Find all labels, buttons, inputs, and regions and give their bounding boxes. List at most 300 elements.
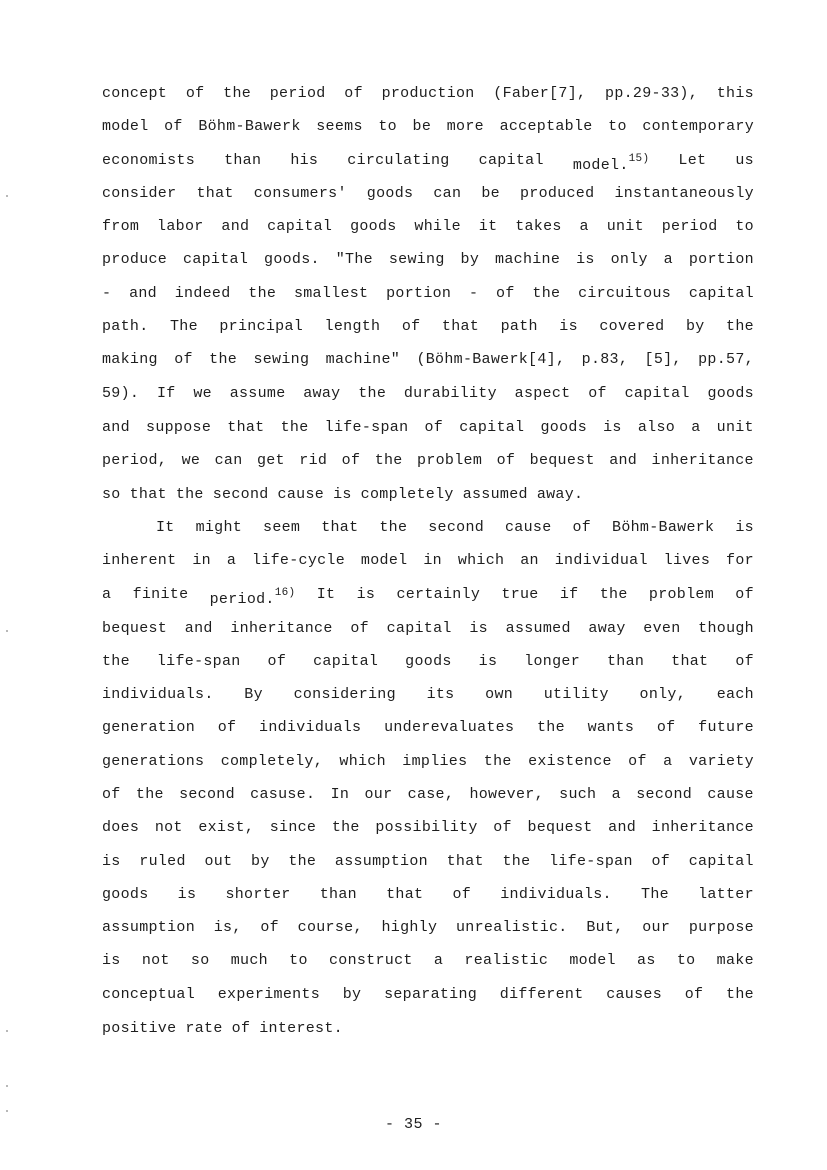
word: problem (648, 586, 715, 603)
word: second (636, 786, 693, 803)
word: suppose (146, 419, 212, 436)
word: portion (386, 285, 452, 302)
footnote-marker-15: 15) (628, 153, 650, 165)
word: us (735, 152, 754, 169)
word: individual (554, 552, 648, 569)
word: away (303, 385, 341, 402)
word: produced (519, 185, 595, 202)
word: labor (157, 218, 204, 235)
word: than (319, 886, 357, 903)
word: [5], (644, 351, 682, 368)
text-line-10 (102, 384, 754, 404)
word: model.$^{15)}$ (572, 153, 650, 174)
text-line-17 (102, 619, 754, 639)
word: acceptable (499, 118, 593, 135)
word: so (102, 486, 121, 503)
word: interest. (259, 1020, 343, 1037)
word: exist, (198, 819, 255, 836)
word: to (676, 952, 696, 969)
word: our (642, 919, 671, 936)
text-line-15 (102, 551, 754, 571)
text-line-24 (102, 852, 754, 872)
word: the (280, 419, 309, 436)
word: which (457, 552, 505, 569)
word: of (684, 986, 704, 1003)
word: circuitous (578, 285, 672, 302)
text-line-21 (102, 752, 754, 772)
word: such (559, 786, 597, 803)
word: takes (515, 218, 562, 235)
word: inherent (102, 552, 177, 569)
word: assumed (505, 620, 571, 637)
text-line-19 (102, 685, 754, 705)
word: case, (407, 786, 455, 803)
word: that (227, 419, 265, 436)
word: problem (417, 452, 483, 469)
word: capital (386, 620, 452, 637)
word: separating (384, 986, 478, 1003)
word: causes (606, 986, 663, 1003)
text-line-29 (102, 1019, 754, 1039)
word: own (485, 686, 514, 703)
word: while (414, 218, 461, 235)
word: is (177, 886, 197, 903)
footnote-marker-16: 16) (274, 587, 296, 599)
word: of (572, 519, 592, 536)
word: a (226, 552, 237, 569)
word: the (288, 853, 317, 870)
word: shorter (225, 886, 291, 903)
word: much (230, 952, 268, 969)
word: an (520, 552, 539, 569)
text-line-11 (102, 418, 754, 438)
word: bequest (527, 819, 593, 836)
word: that (386, 886, 424, 903)
word: goods (540, 419, 587, 436)
scan-speck (6, 1085, 8, 1087)
word: machine (495, 251, 561, 268)
word: its (426, 686, 455, 703)
word: rate (185, 1020, 223, 1037)
word: unit (606, 218, 644, 235)
word: life-span (156, 653, 241, 670)
word: assume (229, 385, 286, 402)
word: the (726, 986, 754, 1003)
word: our (364, 786, 393, 803)
word: highly (381, 919, 438, 936)
word: a (691, 419, 701, 436)
word: that (321, 519, 359, 536)
word: finite (132, 586, 189, 603)
text-line-28 (102, 985, 754, 1005)
word: cause (277, 486, 325, 503)
word: of (424, 419, 444, 436)
word: the (248, 285, 277, 302)
word: of (496, 452, 516, 469)
word: the (726, 318, 754, 335)
word: if (559, 586, 579, 603)
word: consumers' (253, 185, 347, 202)
word: of (493, 819, 512, 836)
word: a (663, 753, 673, 770)
word: unrealistic. (455, 919, 568, 936)
word: the (537, 719, 565, 736)
text-line-2 (102, 117, 754, 137)
word: individuals. (500, 886, 612, 903)
word: to (289, 952, 308, 969)
word: is (603, 419, 622, 436)
text-line-8 (102, 317, 754, 337)
text-line-23 (102, 818, 754, 838)
word: pp.29-33), (605, 85, 699, 102)
word: produce (102, 251, 168, 268)
word: not (141, 952, 170, 969)
word: is (102, 853, 121, 870)
word: this (716, 85, 754, 102)
word: that (441, 318, 480, 335)
word: inheritance (651, 452, 754, 469)
word: only (610, 251, 648, 268)
word: can (214, 452, 243, 469)
word: smallest (293, 285, 369, 302)
text-line-4 (102, 184, 754, 204)
word: goods (405, 653, 452, 670)
word: experiments (217, 986, 321, 1003)
word: a (611, 786, 621, 803)
word: different (499, 986, 584, 1003)
word: length (324, 318, 381, 335)
word: seems (316, 118, 363, 135)
word: goods (102, 886, 149, 903)
word: and (184, 620, 213, 637)
word: the (209, 351, 238, 368)
word: goods. (264, 251, 320, 268)
word: 59). (102, 385, 140, 402)
word: ruled (139, 853, 186, 870)
word: of (341, 452, 361, 469)
word: life-span (549, 853, 633, 870)
word: the (175, 486, 204, 503)
page-number: - 35 - (384, 1116, 442, 1133)
word: away (588, 620, 626, 637)
word: in (423, 552, 442, 569)
word: be (412, 118, 432, 135)
word: capital (183, 251, 249, 268)
word: life-cycle (252, 552, 346, 569)
word: covered (599, 318, 665, 335)
word: by (460, 251, 480, 268)
word: does (102, 819, 140, 836)
word: bequest (529, 452, 595, 469)
word: generation (102, 719, 196, 736)
word: consider (102, 185, 177, 202)
word: a (579, 218, 589, 235)
scan-speck (6, 195, 8, 197)
word: is (469, 620, 488, 637)
word: production (381, 85, 475, 102)
word: inheritance (230, 620, 333, 637)
word: true (501, 586, 539, 603)
text-line-25 (102, 885, 754, 905)
word: Böhm-Bawerk (198, 118, 301, 135)
word: be (481, 185, 500, 202)
word: to (735, 218, 754, 235)
word: circulating (347, 152, 450, 169)
word: so (190, 952, 210, 969)
word: principal (219, 318, 304, 335)
word: we (181, 452, 201, 469)
word: capital (459, 419, 525, 436)
word: of (260, 919, 279, 936)
word: of (164, 118, 183, 135)
word: goods (366, 185, 414, 202)
word: goods (350, 218, 397, 235)
word: - (468, 285, 479, 302)
word: of (217, 719, 237, 736)
word: of (588, 385, 607, 402)
word: of (452, 886, 472, 903)
word: unit (716, 419, 754, 436)
scan-speck (6, 630, 8, 632)
text-line-26 (102, 918, 754, 938)
word: future (698, 719, 754, 736)
word: bequest (102, 620, 168, 637)
word: to (378, 118, 397, 135)
word: to (608, 118, 627, 135)
word: might (195, 519, 243, 536)
word: the (331, 819, 360, 836)
word: path. (102, 318, 149, 335)
word: is (356, 586, 376, 603)
word: second (212, 486, 269, 503)
word: model (569, 952, 616, 969)
word: since (269, 819, 317, 836)
word: In (330, 786, 350, 803)
word: more (446, 118, 484, 135)
word: of (628, 753, 647, 770)
scan-speck (6, 1030, 8, 1032)
word: can (433, 185, 462, 202)
word: the (483, 753, 512, 770)
word: the (102, 653, 130, 670)
word: of (102, 786, 121, 803)
word: get (256, 452, 285, 469)
word: even (643, 620, 681, 637)
word: make (716, 952, 754, 969)
word: is (559, 318, 578, 335)
word: capital (478, 152, 544, 169)
word: a (102, 586, 112, 603)
word: utility (543, 686, 609, 703)
word: the (532, 285, 561, 302)
word: assumption (334, 853, 428, 870)
word: by (685, 318, 705, 335)
word: assumption (102, 919, 196, 936)
word: is (478, 653, 498, 670)
word: away. (536, 486, 584, 503)
word: it (478, 218, 498, 235)
word: the (223, 85, 252, 102)
word: and (221, 218, 250, 235)
word: is, (213, 919, 242, 936)
word: instantaneously (614, 185, 754, 202)
word: variety (688, 753, 754, 770)
word: from (102, 218, 140, 235)
text-line-5 (102, 217, 754, 237)
word: positive (102, 1020, 177, 1037)
word: machine" (325, 351, 401, 368)
word: and (129, 285, 157, 302)
word: individuals (259, 719, 362, 736)
word: of (651, 853, 671, 870)
word: existence (528, 753, 612, 770)
word: conceptual (102, 986, 196, 1003)
word: of (496, 285, 515, 302)
word: of (401, 318, 421, 335)
word: considering (293, 686, 396, 703)
word: of (735, 653, 754, 670)
text-line-13 (102, 485, 754, 505)
word: course, (297, 919, 363, 936)
word: is (333, 486, 352, 503)
text-line-1 (102, 84, 754, 104)
word: capital (688, 853, 754, 870)
word: than (606, 653, 645, 670)
word: It (316, 586, 336, 603)
word: seem (263, 519, 301, 536)
word: durability (403, 385, 497, 402)
word: period (269, 85, 326, 102)
word: sewing (388, 251, 445, 268)
word: that (446, 853, 484, 870)
word: individuals. (102, 686, 214, 703)
word: a (663, 251, 673, 268)
word: second (428, 519, 485, 536)
word: by (251, 853, 270, 870)
text-line-22 (102, 785, 754, 805)
word: than (224, 152, 262, 169)
word: only, (639, 686, 687, 703)
text-line-14 (156, 518, 754, 538)
word: his (290, 152, 319, 169)
word: is (102, 952, 121, 969)
word: capital (267, 218, 333, 235)
word: concept (102, 85, 168, 102)
word: rid (299, 452, 328, 469)
word: By (244, 686, 263, 703)
word: a (433, 952, 444, 969)
word: completely, (220, 753, 324, 770)
word: It (156, 519, 175, 536)
text-line-18 (102, 652, 754, 672)
word: model (360, 552, 408, 569)
word: out (204, 853, 233, 870)
word: construct (328, 952, 413, 969)
word: sewing (253, 351, 310, 368)
text-line-9 (102, 350, 754, 370)
word: (Böhm-Bawerk[4], (416, 351, 566, 368)
word: period (661, 218, 718, 235)
text-line-20 (102, 718, 754, 738)
word: - (102, 285, 112, 302)
word: model (102, 118, 149, 135)
word: capital (313, 653, 379, 670)
word: by (342, 986, 362, 1003)
word: contemporary (642, 118, 754, 135)
word: of (735, 586, 754, 603)
text-line-27 (102, 951, 754, 971)
word: the (379, 519, 408, 536)
word: of (231, 1020, 251, 1037)
word: realistic (464, 952, 549, 969)
word: for (726, 552, 754, 569)
word: capital (624, 385, 690, 402)
word: (Faber[7], (493, 85, 587, 102)
word: however, (469, 786, 544, 803)
word: goods (707, 385, 754, 402)
word: period, (102, 452, 168, 469)
word: If (156, 385, 176, 402)
word: the (374, 452, 403, 469)
word: also (637, 419, 676, 436)
text-line-7 (102, 284, 754, 304)
word: the (502, 853, 531, 870)
word: Böhm-Bawerk (612, 519, 715, 536)
word: longer (524, 653, 581, 670)
word: pp.57, (698, 351, 754, 368)
word: and (102, 419, 130, 436)
word: Let (678, 152, 707, 169)
word: of (267, 653, 287, 670)
word: in (192, 552, 211, 569)
word: wants (587, 719, 635, 736)
word: The (641, 886, 669, 903)
text-line-6 (102, 250, 754, 270)
word: making (102, 351, 158, 368)
word: indeed (174, 285, 231, 302)
word: path (500, 318, 538, 335)
word: as (637, 952, 656, 969)
word: which (339, 753, 386, 770)
word: is (735, 519, 754, 536)
word: period.$^{16)}$ (209, 587, 296, 608)
word: and (608, 819, 637, 836)
word: that (671, 653, 709, 670)
word: cause (707, 786, 754, 803)
word: each (716, 686, 754, 703)
word: generations (102, 753, 205, 770)
word: not (154, 819, 183, 836)
word: of (174, 351, 193, 368)
word: portion (688, 251, 754, 268)
word: though (698, 620, 754, 637)
word: is (576, 251, 595, 268)
word: that (196, 185, 234, 202)
scan-speck (6, 1110, 8, 1112)
word: lives (663, 552, 711, 569)
text-line-12 (102, 451, 754, 471)
word: that (129, 486, 167, 503)
word: economists (102, 152, 196, 169)
word: of (185, 85, 205, 102)
word: latter (698, 886, 754, 903)
word: second (179, 786, 235, 803)
word: inheritance (651, 819, 754, 836)
word: of (344, 85, 363, 102)
word: certainly (396, 586, 481, 603)
word: implies (402, 753, 468, 770)
word: cause (505, 519, 552, 536)
